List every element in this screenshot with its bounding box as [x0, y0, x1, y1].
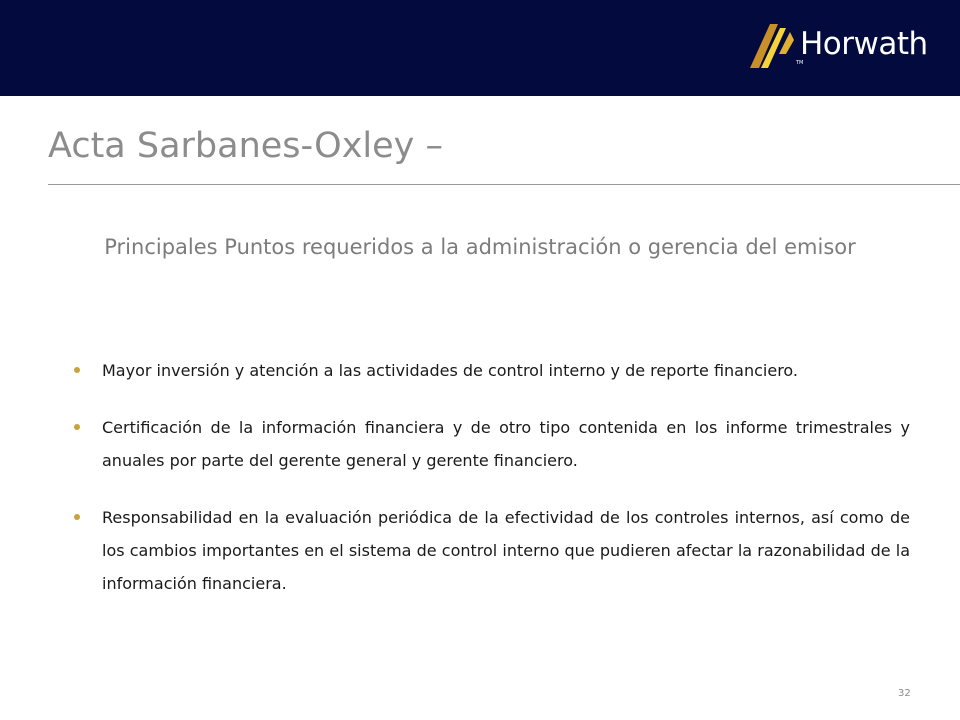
bullet-item [72, 411, 910, 477]
bullet-icon [74, 424, 80, 430]
logo-trademark: TM [796, 60, 804, 66]
logo-wordmark: Horwath [800, 26, 928, 62]
slide-subtitle: Principales Puntos requeridos a la administración o gerencia del emisor [104, 235, 856, 259]
bullet-text: Responsabilidad en la evaluación periódica de la efectividad de los controles internos, así como de los cambios importantes en el sistema de control interno que pudieren afectar la razonabilidad de la información financiera. [102, 508, 910, 593]
bullet-icon [74, 514, 80, 520]
horwath-chevron-logo-icon [748, 22, 798, 70]
bullet-list [72, 354, 910, 624]
slide-title: Acta Sarbanes-Oxley – [48, 126, 443, 166]
bullet-text: Certificación de la información financiera y de otro tipo contenida en los informe trimestrales y anuales por parte del gerente general y gerente financiero. [102, 418, 910, 470]
page-number: 32 [898, 688, 911, 699]
horwath-logo [748, 22, 938, 74]
bullet-text: Mayor inversión y atención a las actividades de control interno y de reporte financiero. [102, 361, 799, 380]
bullet-item [72, 354, 910, 387]
title-divider [48, 184, 960, 185]
bullet-item [72, 501, 910, 600]
bullet-icon [74, 367, 80, 373]
header-band [0, 0, 960, 96]
